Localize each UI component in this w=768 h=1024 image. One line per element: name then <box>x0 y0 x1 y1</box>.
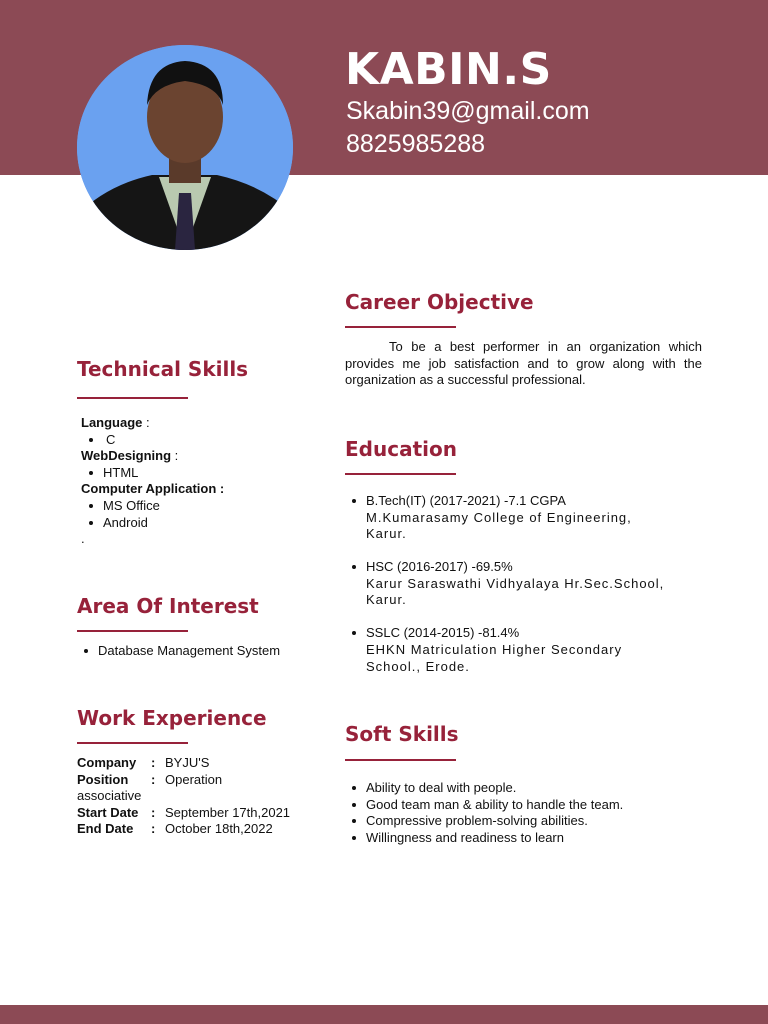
soft-skills-heading: Soft Skills <box>345 722 459 746</box>
career-objective-heading: Career Objective <box>345 290 534 314</box>
area-of-interest-heading: Area Of Interest <box>77 594 259 618</box>
area-of-interest-list <box>77 643 280 660</box>
education-item: SSLC (2014-2015) -81.4% EHKN Matriculation Higher Secondary School., Erode. <box>345 625 705 675</box>
skill-item: MS Office <box>81 498 224 515</box>
skill-group-label: Language <box>81 415 143 430</box>
technical-skills-heading: Technical Skills <box>77 357 249 381</box>
email-address[interactable]: Skabin39@gmail.com <box>346 97 590 125</box>
skill-item: Android <box>81 515 224 532</box>
skill-item: HTML <box>81 465 224 482</box>
work-row-position-continued: associative <box>77 788 142 804</box>
soft-skill-item: Good team man & ability to handle the team. <box>345 797 705 814</box>
skill-group-label: WebDesigning <box>81 448 172 464</box>
area-of-interest-divider <box>77 630 188 632</box>
work-row-end-date: End Date : October 18th,2022 <box>77 821 273 837</box>
soft-skills-divider <box>345 759 456 761</box>
footer-band <box>0 1005 768 1024</box>
technical-skills-divider <box>77 397 188 399</box>
interest-item: Database Management System <box>77 643 280 660</box>
work-experience-divider <box>77 742 188 744</box>
work-experience-details <box>77 755 317 838</box>
work-row-company: Company : BYJU'S <box>77 755 210 770</box>
work-row-position: Position : Operation <box>77 771 223 787</box>
work-row-start-date: Start Date : September 17th,2021 <box>77 804 291 820</box>
skill-group-label: Computer Application : <box>81 481 225 497</box>
profile-photo <box>77 45 293 250</box>
trailing-dot: . <box>81 531 85 547</box>
skill-group-webdesigning <box>81 448 224 465</box>
skill-group-language <box>81 415 224 432</box>
technical-skills-list <box>81 415 224 548</box>
soft-skill-item: Compressive problem-solving abilities. <box>345 813 705 830</box>
phone-number: 8825985288 <box>346 130 486 158</box>
skill-group-suffix: : <box>142 415 150 430</box>
career-objective-divider <box>345 326 456 328</box>
education-heading: Education <box>345 437 457 461</box>
education-list <box>345 493 705 692</box>
soft-skill-item: Ability to deal with people. <box>345 780 705 797</box>
soft-skill-item: Willingness and readiness to learn <box>345 830 705 847</box>
soft-skills-list <box>345 780 705 846</box>
skill-group-computer-application <box>81 481 224 498</box>
candidate-name: KABIN.S <box>345 44 552 95</box>
skill-group-suffix: : <box>171 448 179 464</box>
education-divider <box>345 473 456 475</box>
education-item: B.Tech(IT) (2017-2021) -7.1 CGPA M.Kumarasamy College of Engineering, Karur. <box>345 493 705 543</box>
career-objective-text: To be a best performer in an organization which provides me job satisfaction and to grow along with the organization as a successful professional. <box>345 339 702 388</box>
education-item: HSC (2016-2017) -69.5% Karur Saraswathi Vidhyalaya Hr.Sec.School, Karur. <box>345 559 705 609</box>
skill-item: C <box>81 432 224 449</box>
work-experience-heading: Work Experience <box>77 706 267 730</box>
